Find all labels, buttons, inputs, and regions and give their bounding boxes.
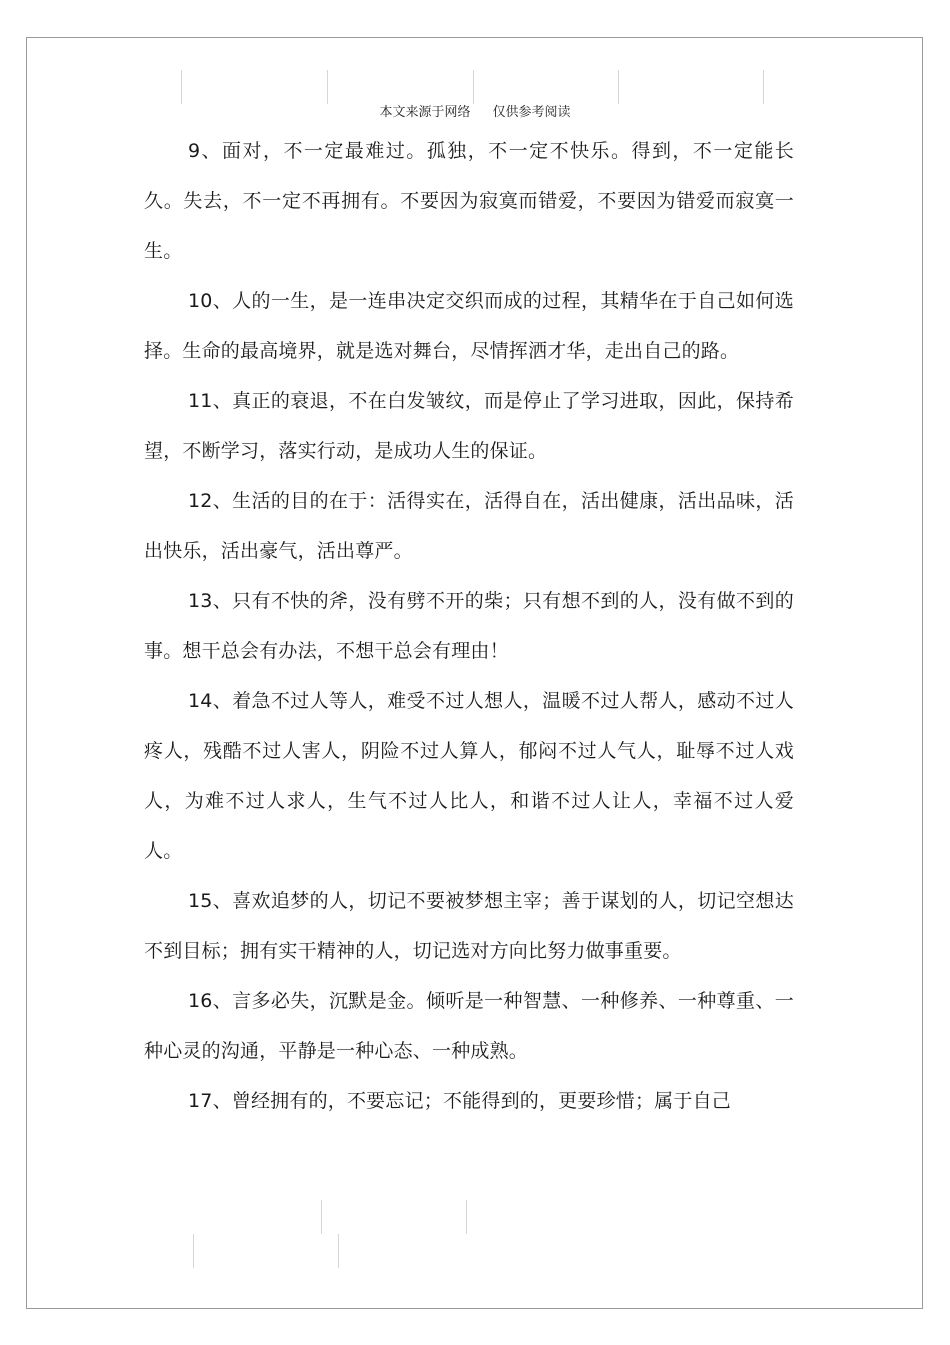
document-body bbox=[144, 126, 794, 1126]
bottom-tick-1 bbox=[321, 1200, 322, 1234]
paragraph-10: 10、人的一生，是一连串决定交织而成的过程，其精华在于自己如何选择。生命的最高境界，就是选对舞台，尽情挥洒才华，走出自己的路。 bbox=[144, 290, 794, 362]
paragraph-17: 17、曾经拥有的，不要忘记；不能得到的，更要珍惜；属于自己 bbox=[188, 1090, 731, 1112]
paragraph-16: 16、言多必失，沉默是金。倾听是一种智慧、一种修养、一种尊重、一种心灵的沟通，平静是一种心态、一种成熟。 bbox=[144, 990, 794, 1062]
header-note bbox=[0, 104, 950, 122]
bottom-tick-4 bbox=[338, 1234, 339, 1268]
top-tick-2 bbox=[327, 70, 328, 104]
bottom-tick-3 bbox=[193, 1234, 194, 1268]
paragraph-14: 14、着急不过人等人，难受不过人想人，温暖不过人帮人，感动不过人疼人，残酷不过人害人，阴险不过人算人，郁闷不过人气人，耻辱不过人戏人，为难不过人求人，生气不过人比人，和谐不过人让人，幸福不过人爱人。 bbox=[144, 690, 794, 862]
paragraph-12: 12、生活的目的在于：活得实在，活得自在，活出健康，活出品味，活出快乐，活出豪气，活出尊严。 bbox=[144, 490, 794, 562]
source-note: 本文来源于网络 bbox=[379, 105, 471, 120]
paragraph-11: 11、真正的衰退，不在白发皱纹，而是停止了学习进取，因此，保持希望，不断学习，落实行动，是成功人生的保证。 bbox=[144, 390, 794, 462]
top-tick-1 bbox=[181, 70, 182, 104]
reference-note: 仅供参考阅读 bbox=[492, 105, 571, 120]
bottom-tick-2 bbox=[466, 1200, 467, 1234]
top-tick-5 bbox=[763, 70, 764, 104]
top-tick-3 bbox=[473, 70, 474, 104]
paragraph-15: 15、喜欢追梦的人，切记不要被梦想主宰；善于谋划的人，切记空想达不到目标；拥有实干精神的人，切记选对方向比努力做事重要。 bbox=[144, 890, 794, 962]
top-tick-4 bbox=[618, 70, 619, 104]
paragraph-9: 9、面对，不一定最难过。孤独，不一定不快乐。得到，不一定能长久。失去，不一定不再拥有。不要因为寂寞而错爱，不要因为错爱而寂寞一生。 bbox=[144, 140, 794, 262]
paragraph-13: 13、只有不快的斧，没有劈不开的柴；只有想不到的人，没有做不到的事。想干总会有办法，不想干总会有理由！ bbox=[144, 590, 794, 662]
